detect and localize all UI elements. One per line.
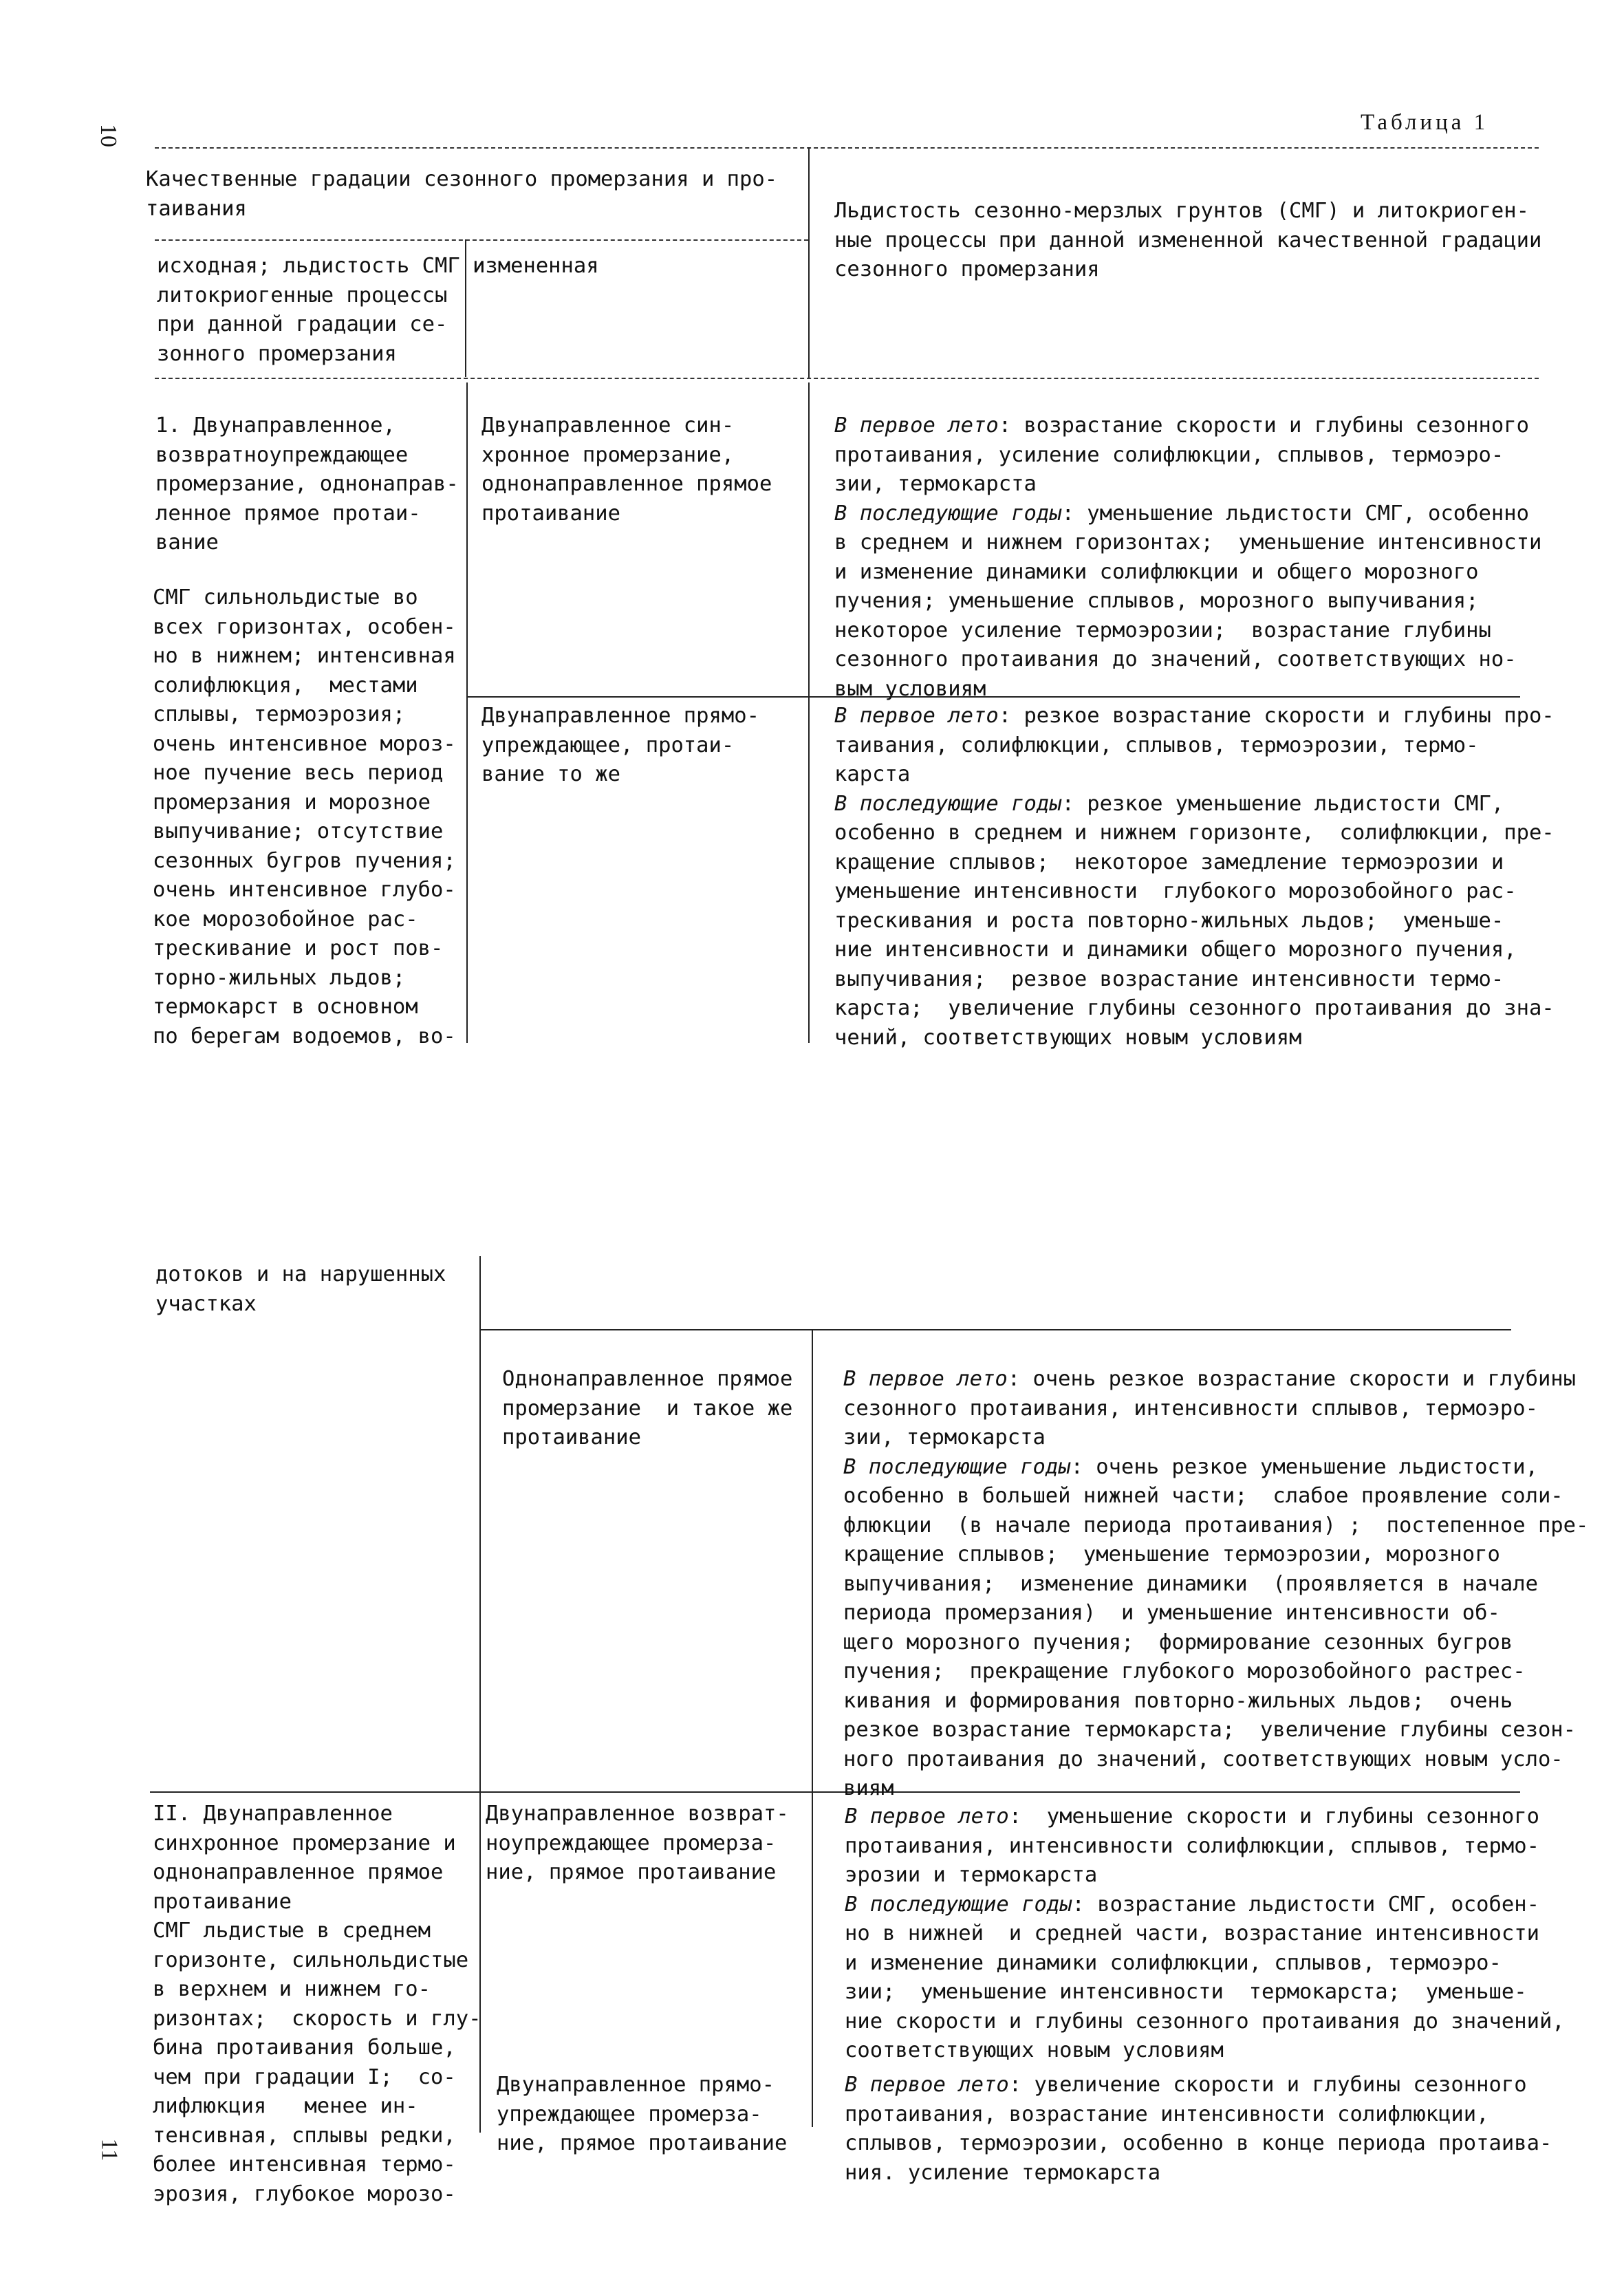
block3-row4-effects [845, 1802, 1565, 2066]
header-col2: Льдистость сезонно-мерзлых грунтов (СМГ) и литокриоген- ные процессы при данной измененной качественной градации сезонного промерзания [834, 199, 1542, 281]
next-years-label: В последующие годы [843, 1454, 1071, 1479]
page-number-bottom: 11 [96, 2138, 122, 2161]
block2-row3-changed: Однонаправленное прямое промерзание и такое же протаивание [502, 1367, 793, 1449]
block2-divider-2 [812, 1329, 813, 2127]
row5-first-summer [845, 2071, 1552, 2188]
first-summer-text: : увеличение скорости и глубины сезонного протаивания, возрастание интенсивности солифлюкции, сплывов, термоэрозии, особенно в конце периода протаива- ния. усиление термокарста [845, 2073, 1552, 2185]
next-years-text: : уменьшение льдистости СМГ, особенно в среднем и нижнем горизонтах; уменьшение интенсивности и изменение динамики солифлюкции и общего морозного пучения; уменьшение сплывов, морозного выпучивания; некоторое усиление термоэрозии; возрастание глубины сезонного протаивания до значений, соответствующих но- вым условиям [834, 501, 1542, 701]
header-col1a: исходная; льдистость СМГ и литокриогенные процессы при данной градации се- зонного промерзания [157, 254, 486, 366]
block3-source: II. Двунаправленное синхронное промерзание и однонаправленное прямое протаивание СМГ льдистые в среднем горизонте, сильнольдистые в верхнем и нижнем го- ризонтах; скорость и глу- бина протаивания больше, чем при градации I; со- лифлюкция менее ин- тенсивная, сплывы редки, более интенсивная термо- эрозия, глубокое морозо- [153, 1802, 481, 2206]
first-summer-label: В первое лето [845, 1804, 1009, 1829]
next-years-label: В последующие годы [845, 1892, 1072, 1917]
block1-source-description: СМГ сильнольдистые во всех горизонтах, особен- но в нижнем; интенсивная солифлюкция, местами сплывы, термоэрозия; очень интенсивное мороз- ное пучение весь период промерзания и морозное выпучивание; отсутствие сезонных бугров пучения; очень интенсивное глубо- кое морозобойное рас- трескивание и рост пов- торно-жильных льдов; термокарст в основном по берегам водоемов, во- [153, 585, 456, 1048]
row4-next-years [845, 1890, 1565, 2066]
next-years-text: : резкое уменьшение льдистости СМГ, особенно в среднем и нижнем горизонте, солифлюкции, пре- кращение сплывов; некоторое замедление термоэрозии и уменьшение интенсивности глубокого морозобойного рас- трескивания и роста повторно-жильных льдов; уменьше- ние интенсивности и динамики общего морозного пучения, выпучивания; резвое возрастание интенсивности термо- карста; увеличение глубины сезонного протаивания до зна- чений, соответствующих новым условиям [834, 791, 1555, 1050]
header-bottom-rule [155, 378, 1539, 379]
block2-row3-effects [843, 1365, 1588, 1804]
next-years-text: : очень резкое уменьшение льдистости, особенно в большей нижней части; слабое проявление соли- флюкции (в начале периода протаивания) ; постепенное пре- кращение сплывов; уменьшение термоэрозии, морозного выпучивания; изменение динамики (проявляется в начале периода промерзания) и уменьшение интенсивности об- щего морозного пучения; формирование сезонных бугров пучения; прекращение глубокого морозобойного растрес- кивания и формирования повторно-жильных льдов; очень резкое возрастание термокарста; увеличение глубины сезон- ного протаивания до значений, соответствующих новым усло- виям [843, 1454, 1589, 1800]
block3-row5-changed: Двунаправленное прямо- упреждающее промерза- ние, прямое протаивание [497, 2073, 788, 2155]
first-summer-text: : уменьшение скорости и глубины сезонного протаивания, интенсивности солифлюкции, сплывов, термо- эрозии и термокарста [845, 1804, 1539, 1887]
block3-row4-changed: Двунаправленное возврат- ноупреждающее промерза- ние, прямое протаивание [486, 1802, 789, 1884]
block1-divider-2 [808, 382, 810, 1043]
first-summer-label: В первое лето [843, 1367, 1008, 1391]
next-years-label: В последующие годы [834, 501, 1062, 526]
row1-first-summer [834, 411, 1541, 499]
page-number-top: 10 [96, 124, 121, 147]
header-divider-main [808, 147, 810, 378]
row3-first-summer [843, 1365, 1588, 1453]
block2-top-rule [479, 1329, 1511, 1330]
block1-row2-effects [834, 702, 1555, 1053]
next-years-label: В последующие годы [834, 791, 1062, 816]
first-summer-text: : возрастание скорости и глубины сезонного протаивания, усиление солифлюкции, сплывов, термоэро- зии, термокарста [834, 413, 1529, 496]
block1-row2-changed: Двунаправленное прямо- упреждающее, протаи- вание то же [481, 704, 759, 786]
block1-row1-changed: Двунаправленное син- хронное промерзание, однонаправленное прямое протаивание [481, 413, 772, 526]
header-top-rule [155, 147, 1539, 149]
first-summer-label: В первое лето [845, 2073, 1009, 2097]
first-summer-label: В первое лето [834, 413, 999, 438]
header-sub-rule [155, 239, 808, 241]
block1-source-title: 1. Двунаправленное, возвратноупреждающее промерзание, однонаправ- ленное прямое протаи- вание [155, 413, 459, 554]
first-summer-label: В первое лето [834, 704, 999, 728]
header-col1-group: Качественные градации сезонного промерзания и про- таивания [146, 167, 778, 221]
block2-continuation: дотоков и на нарушенных участках [155, 1262, 446, 1316]
block3-row5-effects [845, 2071, 1552, 2188]
first-summer-text: : резкое возрастание скорости и глубины про- таивания, солифлюкции, сплывов, термоэрозии, термо- карста [834, 704, 1555, 786]
block1-divider-1 [466, 382, 468, 1043]
row2-next-years [834, 790, 1555, 1053]
header-col1b: измененная [473, 254, 599, 278]
next-years-text: : возрастание льдистости СМГ, особен- но в нижней и средней части, возрастание интенсивности и изменение динамики солифлюкции, сплывов, термоэро- зии; уменьшение интенсивности термокарста; уменьше- ние скорости и глубины сезонного протаивания до значений, соответствующих новым условиям [845, 1892, 1565, 2062]
row3-next-years [843, 1453, 1588, 1804]
block1-row1-effects [834, 411, 1541, 704]
table-label: Таблица 1 [1361, 110, 1489, 135]
row1-next-years [834, 499, 1541, 704]
row2-first-summer [834, 702, 1555, 790]
first-summer-text: : очень резкое возрастание скорости и глубины сезонного протаивания, интенсивности сплывов, термоэро- зии, термокарста [843, 1367, 1577, 1449]
row4-first-summer [845, 1802, 1565, 1890]
